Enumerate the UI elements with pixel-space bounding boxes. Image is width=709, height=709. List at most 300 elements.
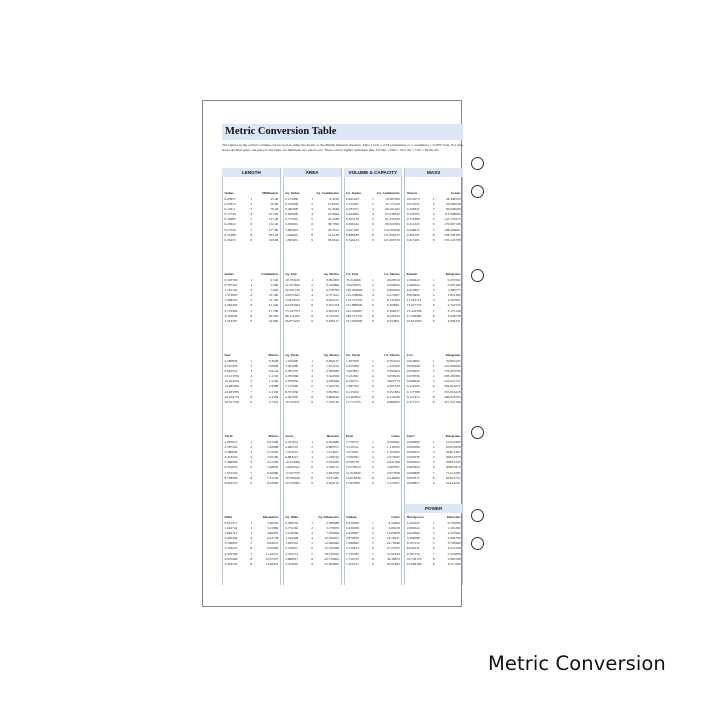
multiplier: 5 (250, 217, 253, 222)
value-left: 2.204622 (406, 278, 420, 282)
multiplier: 2 (250, 526, 253, 531)
unit-label-left: Pounds (406, 272, 418, 276)
value-right: 1.136522 (386, 445, 400, 450)
conversion-block (407, 261, 461, 342)
multiplier: 3 (372, 207, 374, 212)
value-right: 4.587329 (386, 384, 400, 389)
value-right: 6.711298 (447, 561, 461, 566)
value-left: 32.291730 (285, 288, 300, 293)
multiplier: 8 (311, 556, 313, 561)
value-left: 4.374453 (224, 455, 238, 460)
multiplier: 2 (372, 445, 374, 450)
multiplier: 9 (432, 237, 435, 242)
value-right: 5.48640 (267, 465, 279, 470)
multiplier: 6 (311, 546, 313, 551)
value-right: 76.20 (270, 207, 279, 212)
multiplier: 7 (372, 551, 374, 556)
value-left: 0.004920 (406, 460, 420, 465)
conversion-block (225, 342, 279, 423)
value-left: 53.819552 (285, 298, 300, 303)
conversion-block (225, 423, 279, 504)
value-right: 0.226534 (386, 313, 400, 318)
value-right: 1.672254 (326, 364, 339, 369)
value-right: 7.525146 (326, 399, 339, 404)
unit-label-left: Cu. Feet (346, 272, 358, 276)
value-left: 0.000984 (406, 440, 420, 444)
value-left: 3.728227 (224, 546, 238, 551)
value-right: 1.214057 (326, 450, 339, 455)
value-left: 1.093613 (224, 440, 238, 444)
value-right: 2.237099 (447, 531, 461, 536)
value-right: 17.780 (268, 308, 279, 313)
conversion-block (285, 180, 339, 261)
multiplier: 5 (432, 460, 435, 465)
value-left: 2.316612 (285, 546, 299, 551)
multiplier: 1 (250, 197, 253, 201)
multiplier: 8 (250, 394, 253, 399)
multiplier: 7 (372, 308, 374, 313)
value-right: 2.4384 (268, 394, 279, 399)
ring-hole-icon (471, 509, 484, 522)
column-header: MASS (405, 168, 463, 177)
multiplier: 8 (250, 556, 253, 561)
value-right: 8128.3752 (445, 475, 461, 480)
value-left: 11.771553 (346, 399, 361, 404)
value-right: 10.359952 (324, 536, 339, 541)
value-right: 58.0644 (327, 237, 339, 242)
unit-label-right: Kilograms (445, 353, 461, 357)
multiplier: 5 (250, 541, 253, 546)
ring-hole-icon (471, 426, 484, 439)
value-left: 0.35433 (224, 237, 236, 242)
value-left: 13.123359 (224, 374, 240, 379)
value-right: 2.74320 (267, 450, 279, 455)
multiplier: 6 (372, 303, 374, 308)
value-right: 2.1336 (268, 389, 279, 394)
value-right: 50.80 (270, 202, 279, 207)
multiplier: 1 (250, 359, 253, 363)
value-right: 3.977828 (386, 470, 400, 475)
value-right: 2.982799 (447, 536, 461, 541)
value-right: 4.474198 (447, 546, 461, 551)
value-right: 50.802345 (445, 359, 461, 363)
multiplier: 4 (372, 536, 374, 541)
value-left: 70.629333 (346, 283, 361, 288)
unit-label-right: Hectares (326, 434, 339, 438)
multiplier: 5 (250, 460, 253, 465)
multiplier: 4 (250, 212, 253, 217)
value-right: 13.63828 (386, 531, 400, 536)
value-right: 2.508382 (326, 369, 339, 374)
value-left: 0.03937 (224, 197, 236, 201)
unit-label-right: Litres (391, 434, 400, 438)
value-right: 0.3048 (268, 359, 279, 363)
value-left: 0.549213 (346, 237, 359, 242)
value-left: 9.567920 (285, 394, 299, 399)
value-left: 6.561679 (224, 465, 238, 470)
value-left: 10.728176 (406, 556, 422, 561)
value-left: 14.078046 (346, 475, 361, 480)
value-left: 0.23622 (224, 222, 236, 227)
unit-label-right: Kilograms (445, 272, 461, 276)
value-right: 56.699046 (445, 202, 461, 207)
unit-label-right: Cu. Centimetres (376, 191, 400, 195)
value-left: 1.539783 (346, 551, 359, 556)
value-right: 5.080 (270, 283, 279, 288)
unit-label-left: Miles (224, 515, 233, 519)
value-left: 0.366142 (346, 222, 359, 227)
multiplier: 5 (311, 379, 313, 384)
multiplier: 3 (372, 531, 374, 536)
multiplier: 9 (311, 318, 313, 323)
value-left: 0.002952 (406, 450, 420, 455)
value-left: 3.280839 (224, 450, 238, 455)
value-right: 0.141584 (386, 298, 400, 303)
value-right: 0.557418 (326, 303, 339, 308)
multiplier: 7 (432, 551, 435, 556)
value-right: 0.743224 (326, 313, 339, 318)
value-right: 7.769964 (326, 531, 339, 536)
multiplier: 3 (311, 369, 313, 374)
value-right: 0.278709 (326, 288, 339, 293)
unit-label-left: Inches (224, 272, 234, 276)
value-left: 10.463602 (346, 394, 361, 399)
value-left: 0.141095 (406, 212, 420, 217)
multiplier: 3 (250, 369, 253, 374)
table-row (285, 400, 339, 405)
multiplier: 6 (432, 384, 435, 389)
value-left: 4.349598 (224, 551, 238, 556)
conversion-block (285, 261, 339, 342)
multiplier: 9 (432, 480, 435, 485)
column-header: AREA (283, 168, 341, 177)
value-left: 0.061023 (346, 197, 359, 201)
value-left: 1.181102 (224, 288, 238, 293)
value-right: 23.309892 (324, 561, 339, 566)
value-left: 0.772204 (285, 526, 299, 531)
value-right: 0.453592 (447, 278, 461, 282)
multiplier: 9 (432, 561, 435, 566)
value-left: 1.195990 (285, 359, 299, 363)
value-right: 152.407036 (444, 369, 461, 374)
multiplier: 9 (372, 399, 374, 404)
value-left: 0.006889 (406, 470, 420, 475)
value-left: 0.19685 (224, 217, 236, 222)
multiplier: 2 (432, 202, 435, 207)
value-right: 1.491399 (447, 526, 461, 531)
value-right: 28.349523 (445, 197, 461, 201)
value-left: 1.341022 (406, 521, 420, 525)
value-left: 0.001968 (406, 445, 420, 450)
value-right: 228.60 (268, 237, 279, 242)
multiplier: 9 (250, 561, 253, 566)
multiplier: 3 (311, 450, 313, 455)
value-left: 0.183071 (346, 207, 359, 212)
value-right: 406.418763 (444, 394, 461, 399)
value-right: 4064.1876 (445, 455, 461, 460)
multiplier: 4 (372, 293, 374, 298)
value-left: 1.864113 (224, 531, 238, 536)
value-left: 11.023113 (406, 298, 422, 303)
value-right: 10.160 (268, 293, 279, 298)
value-right: 1.618742 (326, 455, 339, 460)
multiplier: 9 (250, 318, 253, 323)
value-left: 2.485484 (224, 536, 238, 541)
value-left: 3.106855 (224, 541, 238, 546)
table-row (346, 319, 400, 324)
multiplier: 8 (372, 556, 374, 561)
value-right: 12.9032 (327, 202, 339, 207)
value-left: 1.395001 (285, 237, 299, 242)
multiplier: 5 (432, 379, 435, 384)
unit-label-left: Feet (224, 353, 231, 357)
table-row (285, 562, 339, 567)
value-left: 19.768430 (285, 475, 300, 480)
multiplier: 7 (432, 227, 435, 232)
value-right: 5.965598 (447, 556, 461, 561)
multiplier: 4 (311, 374, 313, 379)
value-right: 2.428113 (326, 465, 339, 470)
multiplier: 1 (250, 278, 253, 282)
multiplier: 1 (432, 440, 435, 444)
value-left: 0.007873 (406, 475, 420, 480)
value-left: 0.488189 (346, 232, 359, 237)
multiplier: 5 (311, 298, 313, 303)
value-left: 0.659907 (346, 531, 359, 536)
ring-hole-icon (471, 185, 484, 198)
value-right: 32.774128 (385, 202, 400, 207)
multiplier: 1 (372, 440, 374, 444)
value-right: 3.642170 (326, 480, 339, 485)
value-left: 17.297376 (285, 470, 300, 475)
multiplier: 2 (372, 526, 374, 531)
value-left: 43.055641 (285, 293, 300, 298)
unit-label-left: Sq. Inches (285, 191, 300, 195)
multiplier: 2 (250, 202, 253, 207)
multiplier: 2 (250, 283, 253, 288)
value-left: 10.763911 (285, 399, 300, 404)
value-right: 8.22960 (267, 480, 279, 485)
value-left: 0.310000 (285, 202, 299, 207)
value-left: 0.105821 (406, 207, 420, 212)
multiplier: 5 (372, 298, 374, 303)
value-left: 0.11811 (224, 207, 236, 212)
value-right: 4.54609 (388, 521, 400, 525)
multiplier: 8 (432, 556, 435, 561)
value-right: 11.26541 (265, 551, 279, 556)
unit-label-right: Metres (268, 353, 279, 357)
table-row (225, 481, 279, 486)
value-right: 1.5240 (268, 379, 279, 384)
multiplier: 3 (250, 531, 253, 536)
multiplier: 4 (372, 455, 374, 460)
value-right: 2.832799 (326, 470, 339, 475)
value-left: 0.039368 (406, 364, 420, 369)
conversion-block (346, 180, 400, 261)
multiplier: 4 (432, 212, 435, 217)
multiplier: 7 (250, 551, 253, 556)
multiplier: 5 (432, 217, 435, 222)
value-left: 12.355269 (285, 460, 300, 465)
value-left: 16.404199 (224, 379, 240, 384)
unit-label-right: Kilograms (445, 434, 461, 438)
value-left: 12.069198 (406, 561, 422, 566)
unit-label-left: Ounces (406, 191, 418, 195)
value-right: 22.860 (268, 318, 279, 323)
conversion-block (346, 342, 400, 423)
unit-label-left: Acres (285, 434, 294, 438)
value-right: 5.351884 (386, 389, 400, 394)
multiplier: 6 (250, 546, 253, 551)
value-right: 12.949940 (324, 541, 339, 546)
value-right: 2.293664 (386, 369, 400, 374)
unit-label-right: Millimetres (262, 191, 279, 195)
multiplier: 1 (311, 440, 313, 444)
value-left: 0.155000 (285, 197, 299, 201)
value-right: 22.73046 (386, 541, 400, 546)
value-left: 4.409245 (406, 283, 420, 288)
multiplier: 6 (311, 303, 313, 308)
value-right: 36.36874 (386, 556, 400, 561)
multiplier: 5 (311, 217, 313, 222)
multiplier: 2 (432, 445, 435, 450)
multiplier: 6 (432, 465, 435, 470)
value-left: 8.818490 (406, 293, 420, 298)
multiplier: 3 (432, 450, 435, 455)
table-row (225, 238, 279, 243)
multiplier: 2 (432, 283, 435, 288)
value-right: 0.198217 (386, 308, 400, 313)
value-left: 10.558534 (346, 465, 361, 470)
ring-hole-icon (471, 537, 484, 550)
multiplier: 6 (432, 222, 435, 227)
value-left: 0.930001 (285, 222, 299, 227)
multiplier: 7 (372, 227, 374, 232)
value-left: 13.227735 (406, 303, 422, 308)
unit-label-right: Kilowatts (446, 515, 461, 519)
multiplier: 7 (250, 389, 253, 394)
multiplier: 3 (372, 288, 374, 293)
table-row (346, 481, 400, 486)
value-right: 25.40 (270, 197, 279, 201)
ring-hole-icon (471, 269, 484, 282)
value-right: 0.092903 (326, 278, 339, 282)
unit-label-left: Sq. Yards (285, 353, 299, 357)
value-left: 29.527559 (224, 399, 240, 404)
value-right: 3.65760 (267, 455, 279, 460)
value-right: 1.360777 (447, 288, 461, 293)
value-right: 85.048569 (445, 207, 461, 212)
multiplier: 6 (311, 384, 313, 389)
conversion-block (225, 261, 279, 342)
value-right: 304.814072 (444, 384, 461, 389)
multiplier: 6 (250, 303, 253, 308)
value-left: 3.474919 (285, 561, 299, 566)
multiplier: 9 (372, 480, 374, 485)
value-left: 0.118104 (406, 384, 420, 389)
value-right: 2.589988 (326, 521, 339, 525)
value-right: 131.096512 (383, 232, 400, 237)
multiplier: 9 (311, 561, 313, 566)
value-right: 0.650321 (326, 308, 339, 313)
section-subheader: POWER (405, 504, 462, 513)
value-left: 1.319814 (346, 546, 359, 551)
value-right: 5.016764 (326, 384, 339, 389)
table-row (225, 400, 279, 405)
value-left: 4.942107 (285, 445, 299, 450)
multiplier: 5 (372, 217, 374, 222)
value-left: 0.219969 (346, 521, 359, 525)
multiplier: 2 (311, 526, 313, 531)
table-row (285, 481, 339, 486)
multiplier: 8 (250, 313, 253, 318)
value-right: 25.8064 (327, 212, 339, 217)
table-row (285, 319, 339, 324)
value-right: 0.169901 (386, 303, 400, 308)
value-left: 15.432358 (406, 308, 422, 313)
value-left: 211.888000 (346, 303, 363, 308)
value-right: 2.841306 (386, 460, 400, 465)
value-left: 75.347373 (285, 308, 300, 313)
multiplier: 6 (372, 465, 374, 470)
conversion-block (346, 423, 400, 504)
value-left: 0.282191 (406, 232, 420, 237)
multiplier: 8 (432, 313, 435, 318)
multiplier: 4 (432, 374, 435, 379)
value-left: 8.748906 (224, 475, 238, 480)
value-left: 176.573333 (346, 298, 363, 303)
value-right: 2.023428 (326, 460, 339, 465)
value-left: 9.842519 (224, 480, 238, 485)
value-left: 0.059052 (406, 369, 420, 374)
multiplier: 1 (250, 521, 253, 525)
value-left: 5.592340 (224, 561, 238, 566)
value-right: 5080.2345 (445, 460, 461, 465)
value-right: 6096.2814 (445, 465, 461, 470)
value-right: 127.00 (268, 217, 279, 222)
multiplier: 7 (372, 389, 374, 394)
multiplier: 7 (432, 389, 435, 394)
unit-label-left: Yards (224, 434, 233, 438)
multiplier: 8 (372, 313, 374, 318)
table-column (344, 168, 403, 585)
value-left: 8.798778 (346, 460, 359, 465)
multiplier: 5 (372, 379, 374, 384)
multiplier: 2 (250, 445, 253, 450)
multiplier: 3 (250, 450, 253, 455)
unit-label-right: Litres (391, 515, 400, 519)
multiplier: 6 (372, 546, 374, 551)
value-right: 0.371612 (326, 293, 339, 298)
value-right: 81.935320 (385, 217, 400, 222)
column-header: LENGTH (222, 168, 280, 177)
unit-label-right: Sq. Metres (323, 353, 339, 357)
value-left: 1.968503 (224, 298, 238, 303)
value-right: 8.04672 (267, 541, 279, 546)
value-right: 18.129916 (324, 551, 339, 556)
value-right: 6.40080 (267, 470, 279, 475)
conversion-block (346, 504, 400, 585)
value-left: 0.157473 (406, 394, 420, 399)
multiplier: 5 (432, 541, 435, 546)
value-left: 6.539751 (346, 379, 359, 384)
value-right: 2.273045 (386, 455, 400, 460)
value-left: 2.755906 (224, 308, 238, 313)
value-left: 2.391980 (285, 364, 299, 369)
value-right: 0.464515 (326, 298, 339, 303)
table-row (407, 562, 461, 567)
value-left: 5.468066 (224, 460, 238, 465)
